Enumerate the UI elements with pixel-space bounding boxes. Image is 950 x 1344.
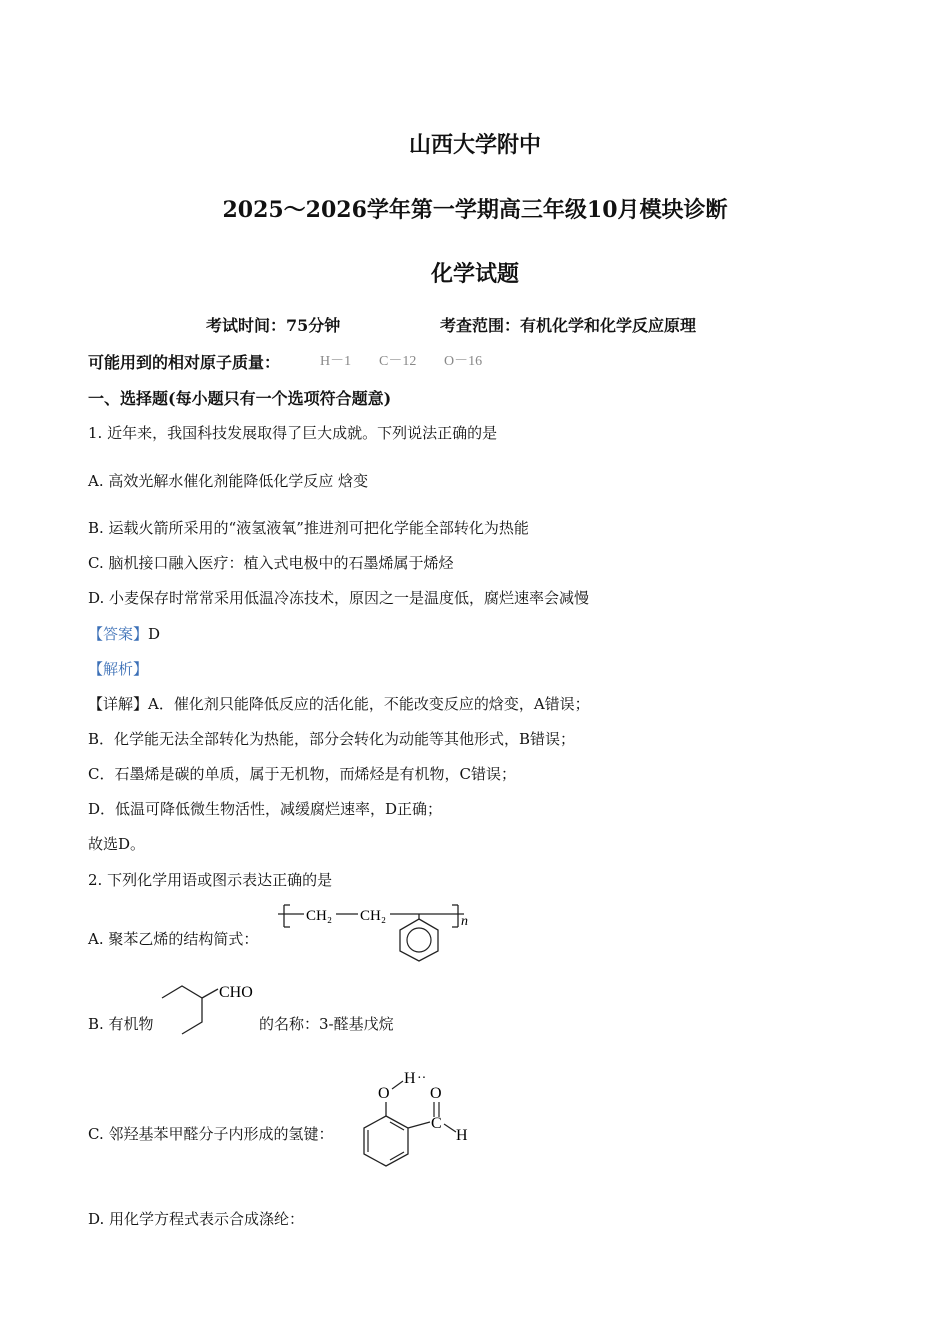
exam-scope: 考查范围：有机化学和化学反应原理 (440, 316, 697, 335)
atomic-mass-o: O－16 (444, 354, 483, 369)
ch2-label-2: CH₂ (360, 908, 387, 924)
atomic-mass-label: 可能用到的相对原子质量： (88, 353, 281, 372)
q2-option-a: A. 聚苯乙烯的结构简式： (88, 930, 259, 948)
q1-detail-d: D．低温可降低微生物活性，减缓腐烂速率，D正确； (88, 800, 443, 818)
atomic-mass-h: H－1 (320, 354, 352, 369)
answer-value: D (148, 625, 161, 643)
hydrogen-bond-dots: ·· (417, 1071, 427, 1086)
q1-option-d: D. 小麦保存时常常采用低温冷冻技术，原因之一是温度低，腐烂速率会减慢 (88, 589, 590, 607)
atom-c: C (431, 1115, 442, 1132)
q2-stem: 2. 下列化学用语或图示表达正确的是 (88, 871, 333, 889)
q1-conclusion: 故选D。 (88, 835, 146, 853)
q1-option-b: B. 运载火箭所采用的“液氢液氧”推进剂可把化学能全部转化为热能 (88, 519, 529, 537)
q2-option-d: D. 用化学方程式表示合成涤纶： (88, 1210, 305, 1228)
benzene-ring (400, 919, 438, 961)
q1-stem: 1. 近年来，我国科技发展取得了巨大成就。下列说法正确的是 (88, 424, 498, 442)
q2-option-c: C. 邻羟基苯甲醛分子内形成的氢键： (88, 1125, 334, 1143)
q1-detail-b: B．化学能无法全部转化为热能，部分会转化为动能等其他形式，B错误； (88, 730, 576, 748)
exam-title: 2025～2026学年第一学期高三年级10月模块诊断 (222, 197, 728, 223)
atomic-mass-c: C－12 (379, 354, 417, 369)
detail-a-text: A．催化剂只能降低反应的活化能，不能改变反应的焓变，A错误； (148, 695, 590, 713)
q1-detail-a (88, 693, 590, 714)
q1-option-c: C. 脑机接口融入医疗：植入式电极中的石墨烯属于烯烃 (88, 554, 454, 572)
pentane-aldehyde-structure (160, 978, 270, 1040)
q2-option-b-suffix: 的名称：3-醛基戊烷 (259, 1015, 394, 1033)
repeat-n: n (461, 914, 468, 929)
detail-tag: 【详解】 (88, 695, 149, 713)
q2-option-b-prefix: B. 有机物 (88, 1015, 154, 1033)
salicylaldehyde-structure (352, 1062, 482, 1180)
analysis-tag: 【解析】 (88, 660, 149, 678)
ch2-label-1: CH₂ (306, 908, 333, 924)
school-title: 山西大学附中 (408, 132, 541, 158)
exam-time: 考试时间：75分钟 (206, 316, 341, 335)
atom-h-aldehyde: H (456, 1127, 468, 1144)
subject-title: 化学试题 (430, 261, 519, 287)
atom-o-carbonyl: O (430, 1085, 442, 1102)
answer-tag: 【答案】 (88, 625, 149, 643)
cho-group: CHO (219, 984, 253, 1001)
q1-answer (88, 623, 160, 644)
q1-option-a: A. 高效光解水催化剂能降低化学反应 焓变 (88, 472, 369, 490)
benzene-ring-c (364, 1116, 408, 1166)
atom-h-hydroxyl: H (404, 1070, 416, 1087)
section-title: 一、选择题(每小题只有一个选项符合题意) (88, 389, 392, 408)
q1-detail-c: C．石墨烯是碳的单质，属于无机物，而烯烃是有机物，C错误； (88, 765, 516, 783)
atom-o-hydroxyl: O (378, 1085, 390, 1102)
polystyrene-structure (278, 895, 478, 963)
